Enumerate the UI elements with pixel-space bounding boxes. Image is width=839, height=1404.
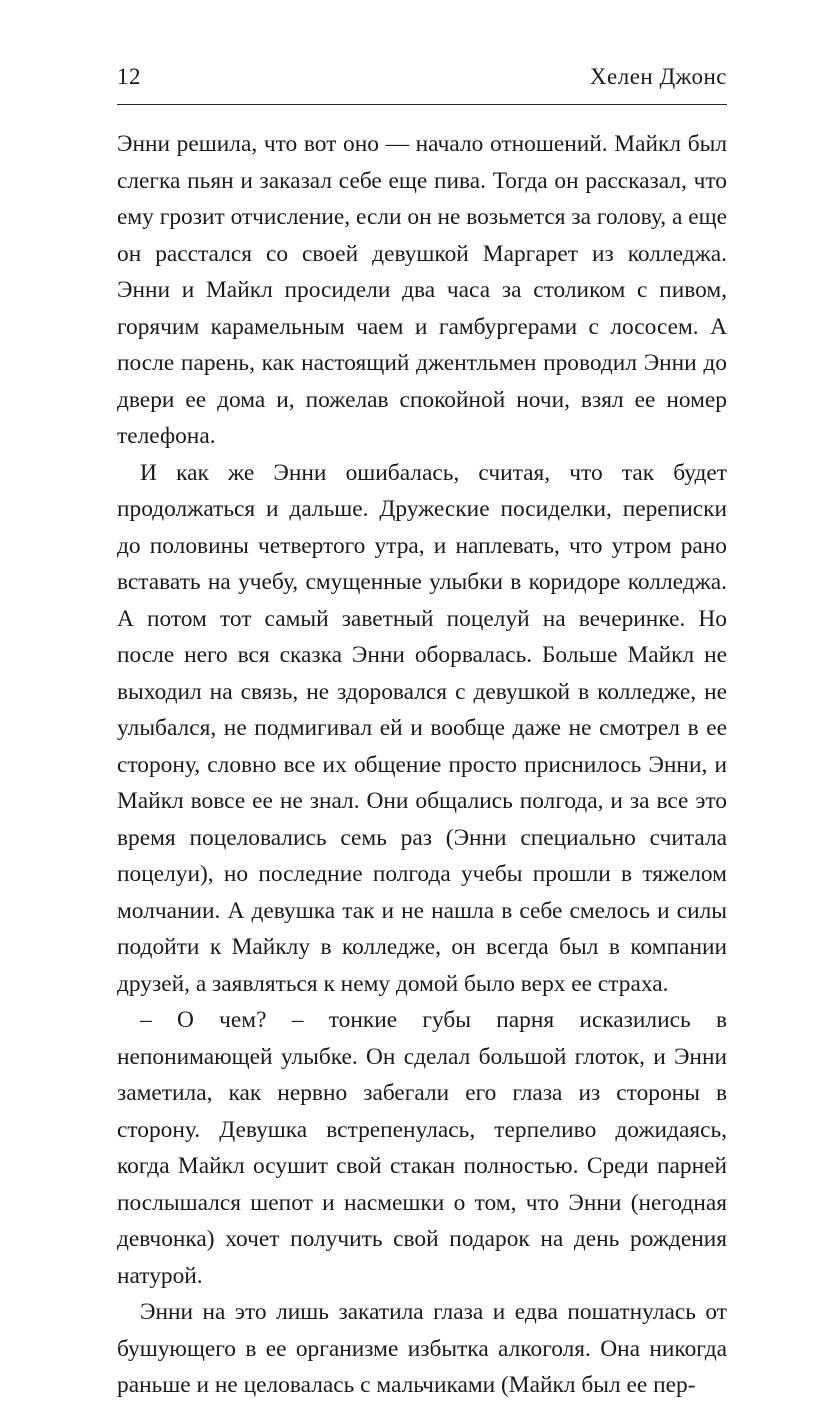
paragraph-2: И как же Энни ошибалась, считая, что так будет продолжаться и дальше. Дружеские посиделки, переписки до половины четвертого утра, и наплевать, что утром рано вставать на учебу, смущенные улыбки в коридоре колледжа. А потом тот самый заветный поцелуй на вечеринке. Но после него вся сказка Энни оборвалась. Больше Майкл не выходил на связь, не здоровался с девушкой в колледже, не улыбался, не подмигивал ей и вообще даже не смотрел в ее сторону, словно все их общение просто приснилось Энни, и Майкл вовсе ее не знал. Они общались полгода, и за все это время поцеловались семь раз (Энни специально считала поцелуи), но последние полгода учебы прошли в тяжелом молчании. А девушка так и не нашла в себе смелось и силы подойти к Майклу в колледже, он всегда был в компании друзей, а заявляться к нему домой было верх ее страха. bbox=[117, 459, 727, 997]
page-number: 12 bbox=[117, 64, 141, 89]
paragraph-1: Энни решила, что вот оно — начало отношений. Майкл был слегка пьян и заказал себе еще пива. Тогда он рассказал, что ему грозит отчисление, если он не возьмется за голову, а еще он расстался со своей девушкой Маргарет из колледжа. Энни и Майкл просидели два часа за столиком с пивом, горячим карамельным чаем и гамбургерами с лососем. А после парень, как настоящий джентльмен проводил Энни до двери ее дома и, пожелав спокойной ночи, взял ее номер телефона. bbox=[117, 131, 727, 449]
body-text bbox=[117, 126, 727, 1404]
header-rule bbox=[117, 104, 727, 105]
paragraph-4: Энни на это лишь закатила глаза и едва пошатнулась от бушующего в ее организме избытка алкоголя. Она никогда раньше и не целовалась с мальчиками (Майкл был ее пер- bbox=[117, 1299, 727, 1398]
paragraph-3: – О чем? – тонкие губы парня исказились в непонимающей улыбке. Он сделал большой глоток, и Энни заметила, как нервно забегали его глаза из стороны в сторону. Девушка встрепенулась, терпеливо дожидаясь, когда Майкл осушит свой стакан полностью. Среди парней послышался шепот и насмешки о том, что Энни (негодная девчонка) хочет получить свой подарок на день рождения натурой. bbox=[117, 1007, 727, 1289]
author-name: Хелен Джонс bbox=[589, 64, 727, 89]
running-head bbox=[117, 64, 727, 98]
